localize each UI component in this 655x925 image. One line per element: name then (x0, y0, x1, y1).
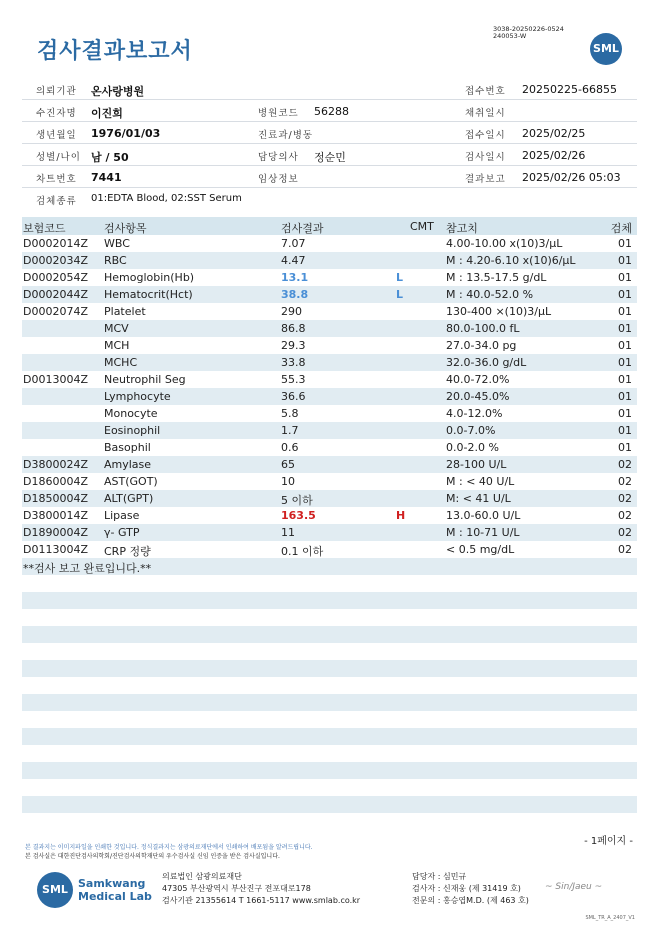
cell-ref: 28-100 U/L (446, 458, 507, 471)
cell-specimen: 01 (618, 424, 632, 437)
cell-name: Basophil (104, 441, 151, 454)
table-row (22, 354, 637, 371)
cell-code: D0002014Z (23, 237, 88, 250)
cell-code: D3800014Z (23, 509, 88, 522)
cell-result: 163.5 (281, 509, 316, 522)
header-result: 검사결과 (281, 222, 324, 235)
cell-name: Platelet (104, 305, 146, 318)
blank-row (22, 660, 637, 677)
cell-ref: M : 4.20-6.10 x(10)6/μL (446, 254, 576, 267)
cell-ref: M : 10-71 U/L (446, 526, 520, 539)
header-specimen: 검체 (610, 222, 632, 235)
report-title: 검사결과보고서 (37, 39, 193, 64)
cell-specimen: 01 (618, 339, 632, 352)
cell-flag: L (396, 271, 404, 284)
cell-ref: 32.0-36.0 g/dL (446, 356, 527, 369)
signature: ~ Sin/Jaeu ~ (545, 882, 603, 892)
cell-specimen: 01 (618, 373, 632, 386)
cell-name: Lymphocyte (104, 390, 171, 403)
table-row (22, 320, 637, 337)
staff-list: 담당자 : 심민규 검사자 : 신재웅 (제 31419 호) 전문의 : 홍승엽M.D. (제 463 호) (412, 872, 529, 905)
cell-specimen: 01 (618, 271, 632, 284)
image-notice: 본 결과지는 이미지파일을 인쇄한 것입니다. 정식결과지는 삼광의료재단에서 인쇄하여 배포됨을 알려드립니다. (25, 844, 313, 851)
test-date-label: 검사일시 (465, 152, 506, 163)
cell-name: WBC (104, 237, 130, 250)
cell-result: 5.8 (281, 407, 299, 420)
cell-name: Lipase (104, 509, 140, 522)
collect-date-label: 채취일시 (465, 108, 506, 119)
cell-ref: < 0.5 mg/dL (446, 543, 515, 556)
table-header (22, 217, 637, 235)
receipt-no-label: 접수번호 (465, 86, 506, 97)
cell-ref: 0.0-2.0 % (446, 441, 499, 454)
receipt-no-value: 20250225-66855 (522, 83, 617, 96)
cell-name: MCV (104, 322, 129, 335)
cell-code: D1850004Z (23, 492, 88, 505)
cell-specimen: 01 (618, 305, 632, 318)
cell-ref: M: < 41 U/L (446, 492, 511, 505)
table-row (22, 388, 637, 405)
dob-value: 1976/01/03 (91, 127, 161, 140)
header-code: 보험코드 (23, 222, 66, 235)
sml-footer-logo: SML (37, 872, 73, 908)
institution-value: 온사랑병원 (91, 85, 145, 98)
results-table (22, 217, 637, 575)
patient-value: 이진희 (91, 107, 123, 120)
certification-notice: 본 검사실은 대한진단검사의학회/진단검사의학재단의 우수검사실 신임 인증을 받은 검사실입니다. (25, 853, 280, 860)
table-row (22, 490, 637, 507)
institution-label: 의뢰기관 (36, 86, 77, 97)
cell-ref: M : 40.0-52.0 % (446, 288, 534, 301)
cell-specimen: 02 (618, 492, 632, 505)
blank-row (22, 762, 637, 779)
cell-result: 7.07 (281, 237, 306, 250)
report-date-label: 결과보고 (465, 174, 506, 185)
chart-no-label: 차트번호 (36, 174, 77, 185)
cell-name: AST(GOT) (104, 475, 158, 488)
cell-ref: 0.0-7.0% (446, 424, 496, 437)
cell-ref: 20.0-45.0% (446, 390, 510, 403)
receipt-date-label: 접수일시 (465, 130, 506, 141)
cell-specimen: 01 (618, 390, 632, 403)
cell-ref: M : 13.5-17.5 g/dL (446, 271, 547, 284)
cell-result: 13.1 (281, 271, 309, 284)
cell-code: D1890004Z (23, 526, 88, 539)
cell-name: ALT(GPT) (104, 492, 154, 505)
table-row (22, 337, 637, 354)
header-cmt: CMT (410, 220, 434, 233)
form-version: SML_TR_A_2407_V1 (585, 915, 635, 921)
table-row (22, 269, 637, 286)
org-address: 의료법인 삼광의료재단 47305 부산광역시 부산진구 전포대로178 검사기관 21355614 T 1661-5117 www.smlab.co.kr (162, 872, 361, 905)
cell-result: 29.3 (281, 339, 306, 352)
cell-name: Neutrophil Seg (104, 373, 186, 386)
blank-row (22, 592, 637, 609)
table-row (22, 286, 637, 303)
table-row (22, 371, 637, 388)
cell-result: 1.7 (281, 424, 299, 437)
cell-code: D1860004Z (23, 475, 88, 488)
cell-specimen: 01 (618, 254, 632, 267)
cell-code: D0002054Z (23, 271, 88, 284)
table-row (22, 473, 637, 490)
cell-specimen: 01 (618, 322, 632, 335)
cell-result: 11 (281, 526, 295, 539)
cell-result: 0.6 (281, 441, 299, 454)
cell-code: D0113004Z (23, 543, 88, 556)
patient-label: 수진자명 (36, 108, 77, 119)
cell-ref: 80.0-100.0 fL (446, 322, 520, 335)
cell-code: D0002074Z (23, 305, 88, 318)
table-row (22, 252, 637, 269)
cell-code: D0002034Z (23, 254, 88, 267)
cell-specimen: 01 (618, 356, 632, 369)
dob-label: 생년월일 (36, 130, 77, 141)
cell-result: 86.8 (281, 322, 306, 335)
cell-result: 5 이하 (281, 494, 313, 507)
completion-text: **검사 보고 완료입니다.** (23, 562, 152, 575)
table-row (22, 456, 637, 473)
blank-row (22, 694, 637, 711)
page-number: - 1페이지 - (584, 836, 633, 847)
sex-age-value: 남 / 50 (91, 151, 129, 164)
table-row (22, 439, 637, 456)
cell-name: γ- GTP (104, 526, 140, 539)
cell-specimen: 02 (618, 526, 632, 539)
cell-code: D0002044Z (23, 288, 88, 301)
cell-specimen: 02 (618, 475, 632, 488)
cell-name: Hematocrit(Hct) (104, 288, 193, 301)
cell-result: 290 (281, 305, 302, 318)
table-row (22, 507, 637, 524)
cell-flag: L (396, 288, 404, 301)
chart-no-value: 7441 (91, 171, 122, 184)
blank-row (22, 796, 637, 813)
cell-ref: 130-400 ×(10)3/μL (446, 305, 552, 318)
table-row (22, 235, 637, 252)
table-row (22, 405, 637, 422)
cell-code: D0013004Z (23, 373, 88, 386)
cell-ref: 13.0-60.0 U/L (446, 509, 521, 522)
cell-specimen: 02 (618, 543, 632, 556)
blank-row (22, 728, 637, 745)
document-id: 3038-20250226-0524 240053-W (493, 25, 564, 40)
cell-ref: 40.0-72.0% (446, 373, 510, 386)
cell-specimen: 01 (618, 288, 632, 301)
cell-result: 65 (281, 458, 295, 471)
dept-label: 진료과/병동 (258, 130, 314, 141)
specimen-label: 검체종류 (36, 196, 77, 207)
cell-name: Monocyte (104, 407, 158, 420)
header-ref: 참고치 (446, 222, 478, 235)
blank-row (22, 626, 637, 643)
table-row (22, 422, 637, 439)
clinical-label: 임상정보 (258, 174, 299, 185)
cell-name: Amylase (104, 458, 152, 471)
hospital-code-value: 56288 (314, 105, 349, 118)
cell-flag: H (396, 509, 406, 522)
cell-result: 38.8 (281, 288, 309, 301)
cell-result: 4.47 (281, 254, 306, 267)
cell-name: Hemoglobin(Hb) (104, 271, 195, 284)
cell-ref: 4.0-12.0% (446, 407, 503, 420)
table-row (22, 524, 637, 541)
cell-result: 33.8 (281, 356, 306, 369)
cell-code: D3800024Z (23, 458, 88, 471)
header-name: 검사항목 (104, 222, 147, 235)
report-date-value: 2025/02/26 05:03 (522, 171, 621, 184)
cell-result: 10 (281, 475, 295, 488)
cell-name: MCHC (104, 356, 138, 369)
test-date-value: 2025/02/26 (522, 149, 586, 162)
patient-info (22, 78, 637, 209)
cell-name: RBC (104, 254, 127, 267)
cell-result: 36.6 (281, 390, 306, 403)
cell-ref: M : < 40 U/L (446, 475, 515, 488)
receipt-date-value: 2025/02/25 (522, 127, 586, 140)
cell-specimen: 01 (618, 441, 632, 454)
completion-row (22, 558, 637, 575)
table-row (22, 303, 637, 320)
table-row (22, 541, 637, 558)
cell-result: 0.1 이하 (281, 545, 324, 558)
cell-name: MCH (104, 339, 130, 352)
cell-result: 55.3 (281, 373, 306, 386)
sex-age-label: 성별/나이 (36, 152, 81, 163)
cell-ref: 27.0-34.0 pg (446, 339, 517, 352)
table-body (22, 235, 637, 558)
org-name: Samkwang Medical Lab (78, 877, 152, 903)
cell-name: CRP 정량 (104, 545, 151, 558)
cell-specimen: 01 (618, 237, 632, 250)
doctor-label: 담당의사 (258, 152, 299, 163)
hospital-code-label: 병원코드 (258, 108, 299, 119)
cell-specimen: 02 (618, 458, 632, 471)
cell-ref: 4.00-10.00 x(10)3/μL (446, 237, 563, 250)
specimen-value: 01:EDTA Blood, 02:SST Serum (91, 193, 242, 204)
sml-logo: SML (590, 33, 622, 65)
doctor-value: 정순민 (314, 151, 346, 164)
cell-specimen: 01 (618, 407, 632, 420)
cell-name: Eosinophil (104, 424, 161, 437)
cell-specimen: 02 (618, 509, 632, 522)
